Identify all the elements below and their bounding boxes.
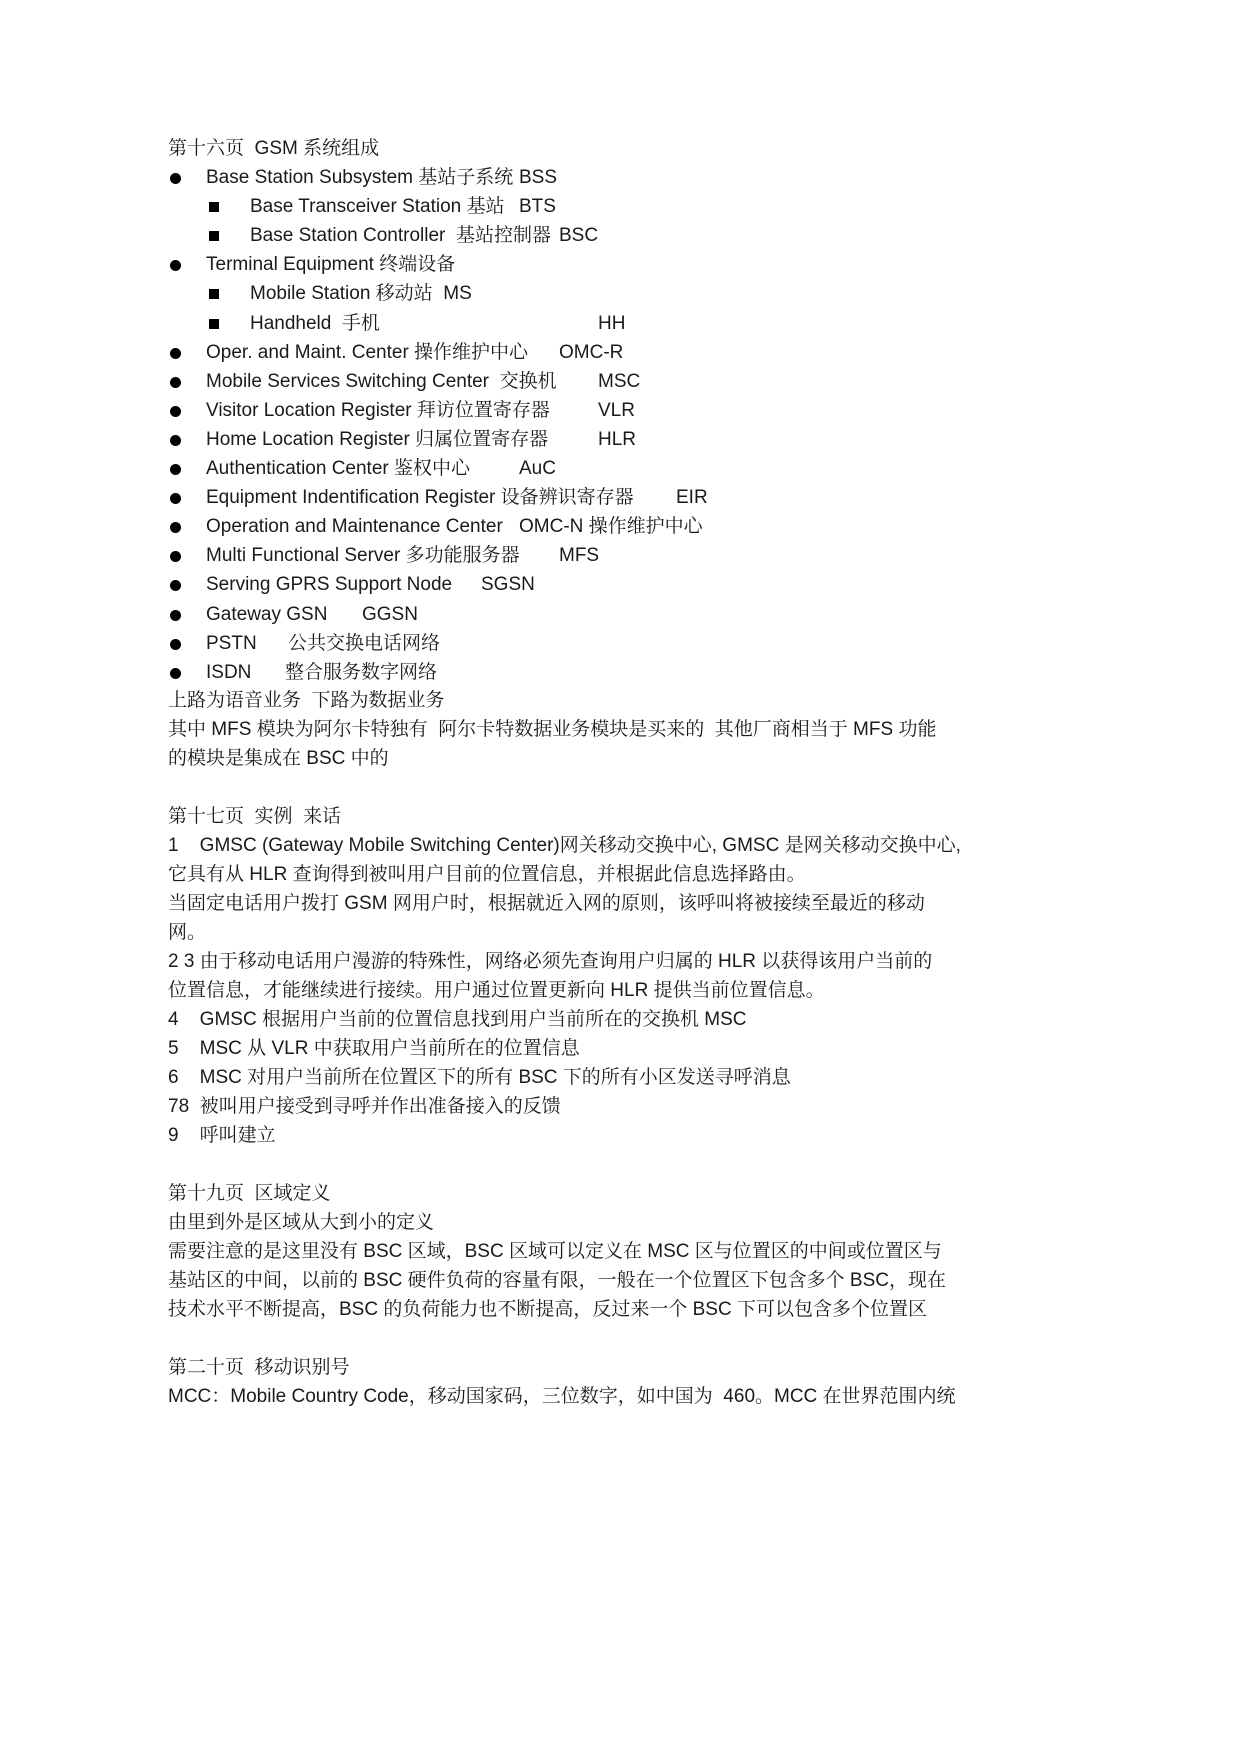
bullet-square-icon	[209, 289, 219, 299]
component-name: Handheld 手机	[250, 313, 380, 334]
section-19-line: 基站区的中间，以前的 BSC 硬件负荷的容量有限，一般在一个位置区下包含多个 BSC，现在	[168, 1270, 946, 1291]
section-20-line: MCC：Mobile Country Code，移动国家码，三位数字，如中国为 460。MCC 在世界范围内统	[168, 1386, 956, 1407]
bullet-dot-icon	[170, 173, 181, 184]
component-name: Operation and Maintenance Center	[206, 516, 503, 537]
component-name: Authentication Center 鉴权中心	[206, 458, 471, 479]
section-16-heading: 第十六页 GSM 系统组成	[168, 138, 380, 159]
component-name: Terminal Equipment 终端设备	[206, 254, 456, 275]
section-17-line: 位置信息，才能继续进行接续。用户通过位置更新向 HLR 提供当前位置信息。	[168, 980, 825, 1001]
section-16-note-1: 上路为语音业务 下路为数据业务	[168, 690, 445, 711]
section-17-line: 5 MSC 从 VLR 中获取用户当前所在的位置信息	[168, 1038, 580, 1059]
component-abbreviation: AuC	[519, 458, 556, 479]
component-name: Equipment Indentification Register 设备辨识寄存器	[206, 487, 634, 508]
bullet-dot-icon	[170, 435, 181, 446]
section-17-line: 2 3 由于移动电话用户漫游的特殊性，网络必须先查询用户归属的 HLR 以获得该用户当前的	[168, 951, 933, 972]
bullet-dot-icon	[170, 377, 181, 388]
component-name: Mobile Services Switching Center 交换机	[206, 371, 557, 392]
section-19-line: 需要注意的是这里没有 BSC 区域，BSC 区域可以定义在 MSC 区与位置区的中间或位置区与	[168, 1241, 942, 1262]
component-abbreviation: MSC	[598, 371, 641, 392]
component-abbreviation: OMC-N 操作维护中心	[519, 516, 703, 537]
component-abbreviation: BSC	[559, 225, 599, 246]
bullet-dot-icon	[170, 464, 181, 475]
component-abbreviation: MFS	[559, 545, 600, 566]
bullet-square-icon	[209, 231, 219, 241]
bullet-dot-icon	[170, 610, 181, 621]
bullet-dot-icon	[170, 493, 181, 504]
component-abbreviation: BSS	[519, 167, 558, 188]
bullet-dot-icon	[170, 348, 181, 359]
component-name: PSTN	[206, 633, 257, 654]
bullet-dot-icon	[170, 668, 181, 679]
section-19-line: 由里到外是区域从大到小的定义	[168, 1212, 435, 1233]
component-name: ISDN	[206, 662, 252, 683]
component-name: Oper. and Maint. Center 操作维护中心	[206, 342, 529, 363]
bullet-dot-icon	[170, 260, 181, 271]
bullet-dot-icon	[170, 639, 181, 650]
component-abbreviation: OMC-R	[559, 342, 624, 363]
component-name: Mobile Station 移动站 MS	[250, 283, 472, 304]
component-abbreviation: HLR	[598, 429, 637, 450]
section-19-line: 技术水平不断提高，BSC 的负荷能力也不断提高，反过来一个 BSC 下可以包含多个位置区	[168, 1299, 927, 1320]
component-name: Gateway GSN	[206, 604, 328, 625]
bullet-dot-icon	[170, 580, 181, 591]
component-name: Multi Functional Server 多功能服务器	[206, 545, 520, 566]
component-abbreviation: VLR	[598, 400, 635, 421]
component-name: Serving GPRS Support Node	[206, 574, 453, 595]
bullet-square-icon	[209, 202, 219, 212]
section-17-line: 9 呼叫建立	[168, 1125, 276, 1146]
section-16-note-2b: 的模块是集成在 BSC 中的	[168, 748, 389, 769]
section-17-line: 1 GMSC (Gateway Mobile Switching Center)网关移动交换中心, GMSC 是网关移动交换中心,	[168, 835, 961, 856]
component-name: Base Station Subsystem 基站子系统	[206, 167, 514, 188]
bullet-dot-icon	[170, 406, 181, 417]
section-17-line: 当固定电话用户拨打 GSM 网用户时，根据就近入网的原则，该呼叫将被接续至最近的移动	[168, 893, 925, 914]
section-17-heading: 第十七页 实例 来话	[168, 806, 342, 827]
component-name: Visitor Location Register 拜访位置寄存器	[206, 400, 550, 421]
section-17-line: 它具有从 HLR 查询得到被叫用户目前的位置信息，并根据此信息选择路由。	[168, 864, 806, 885]
component-abbreviation: SGSN	[481, 574, 535, 595]
section-16-note-2a: 其中 MFS 模块为阿尔卡特独有 阿尔卡特数据业务模块是买来的 其他厂商相当于 MFS 功能	[168, 719, 937, 740]
component-abbreviation: 公共交换电话网络	[288, 633, 441, 654]
component-abbreviation: EIR	[676, 487, 708, 508]
section-17-line: 78 被叫用户接受到寻呼并作出准备接入的反馈	[168, 1096, 561, 1117]
bullet-dot-icon	[170, 551, 181, 562]
component-name: Base Transceiver Station 基站	[250, 196, 505, 217]
section-19-heading: 第十九页 区域定义	[168, 1183, 331, 1204]
section-17-line: 6 MSC 对用户当前所在位置区下的所有 BSC 下的所有小区发送寻呼消息	[168, 1067, 791, 1088]
section-20-heading: 第二十页 移动识别号	[168, 1357, 350, 1378]
section-17-line: 4 GMSC 根据用户当前的位置信息找到用户当前所在的交换机 MSC	[168, 1009, 747, 1030]
bullet-dot-icon	[170, 522, 181, 533]
section-17-line: 网。	[168, 922, 207, 943]
component-name: Home Location Register 归属位置寄存器	[206, 429, 549, 450]
bullet-square-icon	[209, 319, 219, 329]
component-abbreviation: 整合服务数字网络	[285, 662, 438, 683]
component-abbreviation: GGSN	[362, 604, 418, 625]
component-abbreviation: HH	[598, 313, 626, 334]
component-name: Base Station Controller 基站控制器	[250, 225, 551, 246]
component-abbreviation: BTS	[519, 196, 556, 217]
